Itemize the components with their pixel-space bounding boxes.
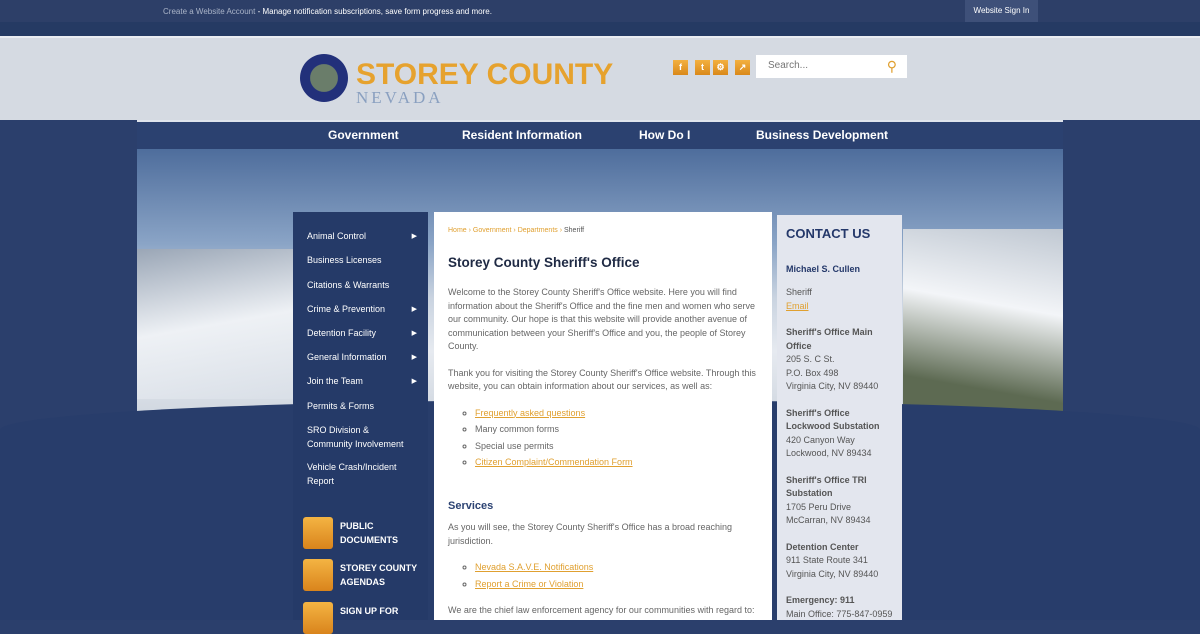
top-bar bbox=[0, 0, 1200, 22]
contact-role: Sheriff bbox=[786, 287, 812, 297]
label: Animal Control bbox=[307, 231, 367, 241]
list-item: ◦ Many common forms bbox=[475, 423, 758, 437]
nav-resident-information[interactable]: Resident Information bbox=[462, 128, 583, 142]
bell-icon bbox=[303, 602, 333, 634]
logo-title[interactable]: STOREY COUNTY bbox=[356, 58, 614, 91]
address-line: 420 Canyon Way bbox=[786, 434, 855, 445]
address-line: Lockwood, NV 89434 bbox=[786, 448, 872, 458]
quick-link-label: STOREY COUNTY AGENDAS bbox=[340, 563, 418, 587]
breadcrumb-government[interactable]: Government bbox=[472, 227, 512, 234]
complaint-form-link[interactable]: Citizen Complaint/Commendation Form bbox=[475, 457, 633, 467]
office-tri bbox=[786, 474, 893, 528]
main-office-phone: Main Office: 775-847-0959 bbox=[786, 608, 893, 619]
emergency-number: Emergency: 911 bbox=[786, 595, 855, 605]
list-item: ◦ Special use permits bbox=[475, 440, 758, 454]
enforcement-paragraph: We are the chief law enforcement agency for our communities with regard to: bbox=[448, 605, 755, 615]
address-line: McCarran, NV 89434 bbox=[786, 515, 871, 525]
label: General Information bbox=[307, 352, 387, 362]
intro-paragraph: Welcome to the Storey County Sheriff's Office website. Here you will find information about the Sheriff's Office and the fine men and women who serve our community. Our hope is that this website will provide another avenue of communication between your Sheriff's Office and you, the people of Storey County. bbox=[448, 287, 756, 351]
label: Crime & Prevention bbox=[307, 304, 386, 314]
account-prompt bbox=[163, 7, 492, 16]
mountain-left bbox=[137, 249, 297, 399]
logo-subtitle: NEVADA bbox=[356, 88, 444, 107]
save-notifications-link[interactable]: Nevada S.A.V.E. Notifications bbox=[475, 562, 594, 572]
sidebar-item-vehicle-crash[interactable] bbox=[307, 461, 407, 488]
label: Permits & Forms bbox=[307, 401, 375, 411]
list-item bbox=[475, 561, 758, 575]
label: Detention Facility bbox=[307, 328, 377, 338]
breadcrumb-current: Sheriff bbox=[564, 227, 585, 234]
links-list bbox=[475, 561, 758, 591]
address-line: 205 S. C St. bbox=[786, 354, 835, 364]
sidebar-item-sro-division[interactable] bbox=[307, 424, 412, 451]
faq-link[interactable]: Frequently asked questions bbox=[475, 407, 586, 418]
search-input[interactable] bbox=[768, 60, 878, 71]
office-name: Detention Center bbox=[786, 541, 859, 552]
quick-link-label: PUBLIC DOCUMENTS bbox=[340, 521, 398, 545]
main-content bbox=[434, 212, 772, 620]
nav-how-do-i[interactable]: How Do I bbox=[639, 128, 691, 142]
county-seal-logo[interactable] bbox=[300, 54, 348, 102]
breadcrumb-departments[interactable]: Departments bbox=[517, 227, 558, 234]
address-line: P.O. Box 498 bbox=[786, 367, 839, 378]
sidebar-item-business-licenses[interactable] bbox=[307, 254, 417, 268]
list-item bbox=[475, 456, 758, 470]
twitter-icon[interactable]: t bbox=[695, 60, 710, 75]
sidebar-item-animal-control[interactable] bbox=[307, 230, 417, 244]
sidebar-item-crime-prevention[interactable] bbox=[307, 303, 417, 317]
breadcrumb-home[interactable]: Home bbox=[448, 227, 467, 234]
email-link[interactable]: Email bbox=[786, 300, 809, 311]
chevron-right-icon: ▶ bbox=[411, 378, 417, 385]
nav-business-development[interactable]: Business Development bbox=[756, 128, 889, 142]
label: Business Licenses bbox=[307, 255, 382, 265]
document-icon bbox=[303, 517, 333, 549]
services-list bbox=[475, 407, 758, 470]
address-line: Virginia City, NV 89440 bbox=[786, 381, 879, 391]
contact-name: Michael S. Cullen bbox=[786, 263, 861, 274]
office-detention bbox=[786, 541, 893, 582]
jurisdiction-paragraph: As you will see, the Storey County Sheriff's Office has a broad reaching jurisdiction. bbox=[448, 522, 733, 546]
nav-government[interactable]: Government bbox=[328, 128, 399, 142]
label: Vehicle Crash/Incident Report bbox=[307, 462, 397, 486]
sign-in-button[interactable]: Website Sign In bbox=[965, 0, 1038, 22]
sidebar-item-join-the-team[interactable] bbox=[307, 375, 417, 389]
quick-link-label: SIGN UP FOR bbox=[340, 606, 399, 616]
mountain-right bbox=[903, 229, 1063, 419]
address-line: 911 State Route 341 bbox=[786, 555, 868, 565]
sidebar bbox=[293, 212, 428, 620]
page-title: Storey County Sheriff's Office bbox=[448, 254, 640, 270]
sidebar-item-citations[interactable] bbox=[307, 279, 417, 293]
contact-title: CONTACT US bbox=[786, 226, 871, 241]
band bbox=[0, 22, 1200, 36]
label: Join the Team bbox=[307, 376, 363, 386]
search-icon[interactable]: ⚲ bbox=[886, 58, 897, 74]
label: Citations & Warrants bbox=[307, 280, 390, 290]
services-paragraph: Thank you for visiting the Storey County Sheriff's Office website. Through this website, you can obtain information about our services, as well as: bbox=[448, 367, 756, 391]
facebook-icon[interactable]: f bbox=[673, 60, 688, 75]
contact-panel bbox=[777, 215, 902, 620]
chevron-right-icon: ▶ bbox=[411, 233, 417, 240]
list-item bbox=[475, 407, 758, 421]
main-nav bbox=[137, 120, 1063, 149]
create-account-link[interactable]: Create a Website Account bbox=[163, 7, 256, 16]
address-line: Virginia City, NV 89440 bbox=[786, 568, 879, 579]
account-prompt-text: - Manage notification subscriptions, save form progress and more. bbox=[255, 7, 492, 16]
office-main bbox=[786, 326, 893, 394]
report-crime-link[interactable]: Report a Crime or Violation bbox=[475, 578, 584, 589]
calendar-icon bbox=[303, 559, 333, 591]
label: SRO Division & Community Involvement bbox=[307, 425, 404, 449]
gear-icon[interactable]: ⚙ bbox=[713, 60, 728, 75]
list-item bbox=[475, 578, 758, 592]
office-name: Sheriff's Office TRI Substation bbox=[786, 474, 867, 498]
office-name: Sheriff's Office Lockwood Substation bbox=[786, 407, 880, 431]
search-box bbox=[756, 55, 907, 78]
address-line: 1705 Peru Drive bbox=[786, 501, 852, 512]
sidebar-item-detention-facility[interactable] bbox=[307, 327, 417, 341]
chevron-right-icon: ▶ bbox=[411, 354, 417, 361]
chevron-right-icon: ▶ bbox=[411, 330, 417, 337]
office-lockwood bbox=[786, 407, 893, 461]
breadcrumb: Home › Government › Departments › Sheriff bbox=[448, 227, 585, 234]
header bbox=[0, 36, 1200, 120]
sidebar-item-general-information[interactable] bbox=[307, 351, 417, 365]
chevron-right-icon: ▶ bbox=[411, 306, 417, 313]
office-name: Sheriff's Office Main Office bbox=[786, 327, 873, 351]
sidebar-item-permits-forms[interactable] bbox=[307, 400, 417, 414]
share-icon[interactable]: ↗ bbox=[735, 60, 750, 75]
services-heading: Services bbox=[448, 499, 494, 512]
